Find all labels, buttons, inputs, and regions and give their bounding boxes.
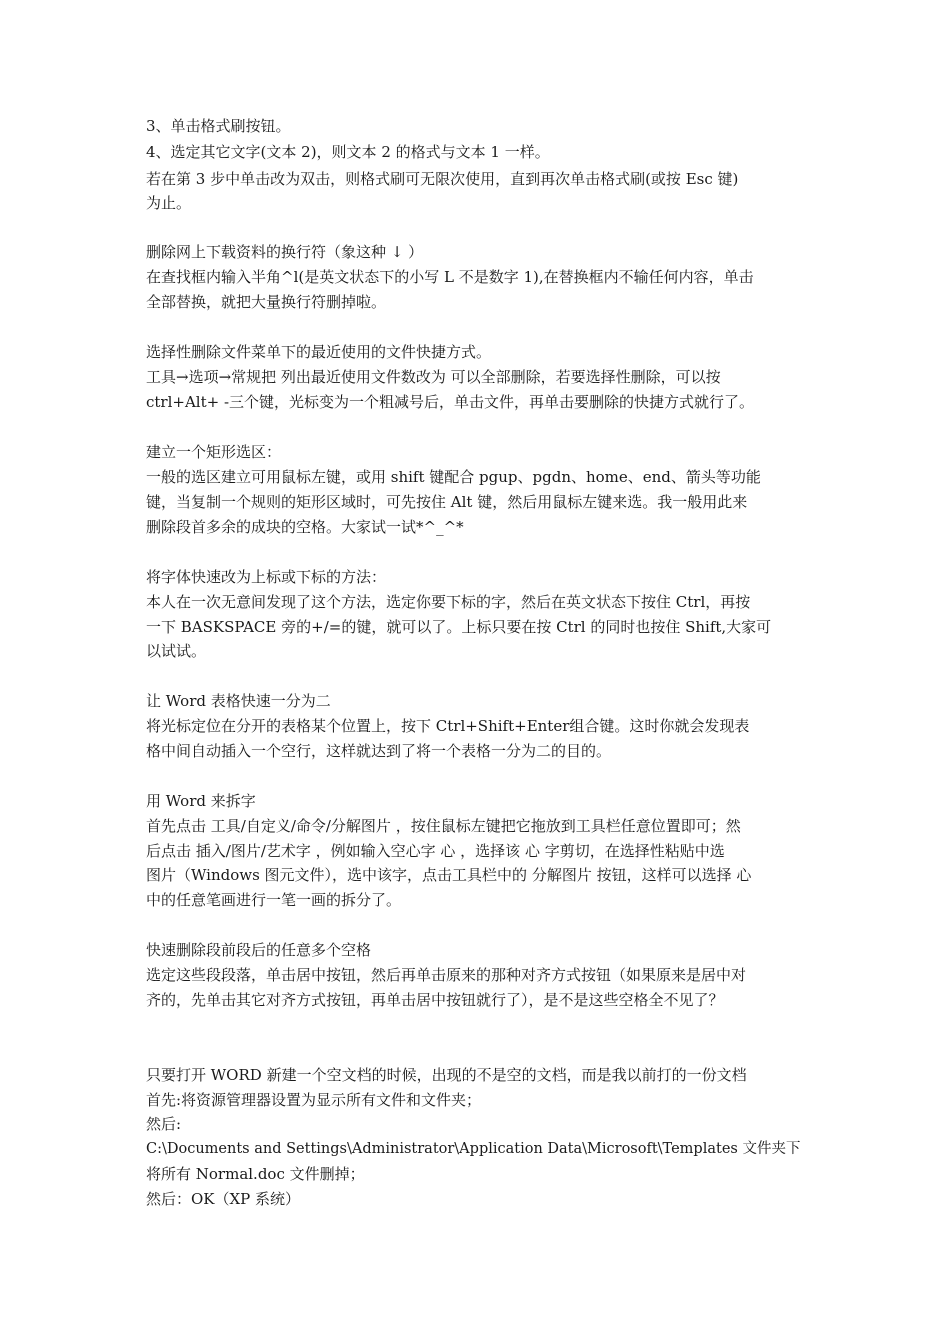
text-line: 格中间自动插入一个空行，这样就达到了将一个表格一分为二的目的。 <box>146 742 612 760</box>
section-heading: 删除网上下载资料的换行符（象这种 ↓ ） <box>146 243 424 261</box>
text-line: 将所有 Normal.doc 文件删掉； <box>146 1165 365 1183</box>
text-line: 若在第 3 步中单击改为双击，则格式刷可无限次使用，直到再次单击格式刷(或按 Esc 键) <box>146 170 739 188</box>
text-line: 一般的选区建立可用鼠标左键，或用 shift 键配合 pgup、pgdn、home、end、箭头等功能 <box>146 468 761 486</box>
text-line: 首先点击 工具/自定义/命令/分解图片 ，按住鼠标左键把它拖放到工具栏任意位置即可；然 <box>146 817 741 835</box>
text-line: 键，当复制一个规则的矩形区域时，可先按住 Alt 键，然后用鼠标左键来选。我一般用此来 <box>146 493 748 511</box>
text-line: ctrl+Alt+ -三个键，光标变为一个粗减号后，单击文件，再单击要删除的快捷方式就行了。 <box>146 393 755 411</box>
text-line: 然后：OK（XP 系统） <box>146 1190 301 1208</box>
text-line: 将光标定位在分开的表格某个位置上，按下 Ctrl+Shift+Enter组合键。这时你就会发现表 <box>146 717 750 735</box>
text-line: 删除段首多余的成块的空格。大家试一试*^_^* <box>146 518 464 536</box>
text-line: 齐的，先单击其它对齐方式按钮，再单击居中按钮就行了），是不是这些空格全不见了？ <box>146 991 724 1009</box>
text-line: 后点击 插入/图片/艺术字 ，例如输入空心字 心 ，选择该 心 字剪切，在选择性粘贴中选 <box>146 842 725 860</box>
section-heading: 选择性删除文件菜单下的最近使用的文件快捷方式。 <box>146 343 492 361</box>
text-line: 4、选定其它文字(文本 2)，则文本 2 的格式与文本 1 一样。 <box>146 143 550 161</box>
section-heading: 快速删除段前段后的任意多个空格 <box>146 941 372 959</box>
text-line: 中的任意笔画进行一笔一画的拆分了。 <box>146 891 402 909</box>
text-line: 本人在一次无意间发现了这个方法，选定你要下标的字，然后在英文状态下按住 Ctrl，再按 <box>146 593 751 611</box>
text-line: 只要打开 WORD 新建一个空文档的时候，出现的不是空的文档，而是我以前打的一份文档 <box>146 1066 747 1084</box>
section-heading: 将字体快速改为上标或下标的方法： <box>146 568 387 586</box>
text-line: 为止。 <box>146 194 192 212</box>
text-line: 然后: <box>146 1115 182 1133</box>
section-heading: 用 Word 来拆字 <box>146 792 256 810</box>
section-heading: 让 Word 表格快速一分为二 <box>146 692 331 710</box>
text-line: 首先:将资源管理器设置为显示所有文件和文件夹； <box>146 1091 482 1109</box>
text-line: 全部替换，就把大量换行符删掉啦。 <box>146 293 387 311</box>
text-line: 在查找框内输入半角^l(是英文状态下的小写 L 不是数字 1),在替换框内不输任何内容，单击 <box>146 268 754 286</box>
text-line: 工具→选项→常规把 列出最近使用文件数改为 可以全部删除，若要选择性删除，可以按 <box>146 368 721 386</box>
section-heading: 建立一个矩形选区： <box>146 443 282 461</box>
text-line: C:\Documents and Settings\Administrator\Application Data\Microsoft\Templates 文件夹下 <box>146 1141 801 1157</box>
text-line: 一下 BASKSPACE 旁的+/=的键，就可以了。上标只要在按 Ctrl 的同时也按住 Shift,大家可 <box>146 618 772 636</box>
text-line: 以试试。 <box>146 642 207 660</box>
text-line: 图片（Windows 图元文件），选中该字，点击工具栏中的 分解图片 按钮，这样可以选择 心 <box>146 866 752 884</box>
text-line: 选定这些段段落，单击居中按钮，然后再单击原来的那种对齐方式按钮（如果原来是居中对 <box>146 966 747 984</box>
text-line: 3、单击格式刷按钮。 <box>146 117 291 135</box>
